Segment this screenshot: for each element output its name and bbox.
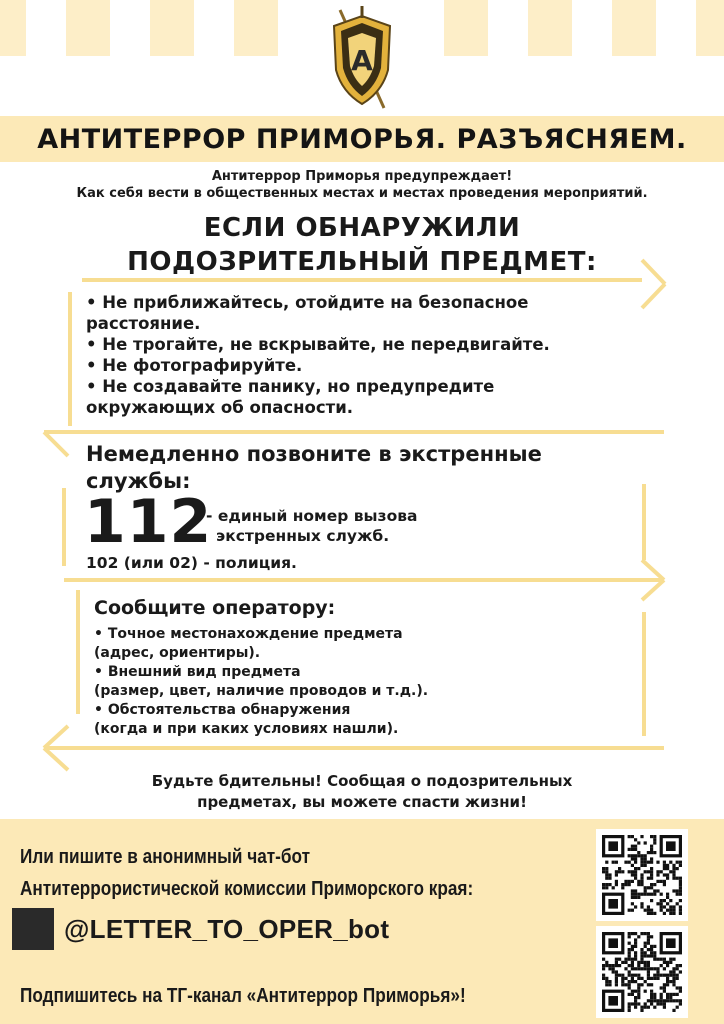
operator-line: (адрес, ориентиры).	[94, 645, 261, 661]
operator-line: • Обстоятельства обнаружения	[94, 702, 351, 718]
vigilance-line-1: Будьте бдительны! Сообщая о подозрительных	[151, 772, 573, 790]
call-line-2: службы:	[86, 469, 191, 493]
chatbot-intro-line-2: Антитеррористической комиссии Приморского края:	[20, 878, 474, 900]
call-line-1: Немедленно позвоните в экстренные	[86, 442, 542, 466]
qr-code-bot[interactable]	[596, 829, 688, 921]
rule-line: окружающих об опасности.	[86, 398, 354, 417]
heading-line-1: ЕСЛИ ОБНАРУЖИЛИ	[203, 213, 521, 243]
operator-line: • Внешний вид предмета	[94, 664, 301, 680]
title-banner	[0, 116, 724, 162]
rule-line: расстояние.	[86, 314, 201, 333]
operator-line: (размер, цвет, наличие проводов и т.д.).	[94, 683, 429, 699]
stripe	[150, 0, 194, 56]
telegram-icon	[12, 908, 54, 950]
rule-line: • Не фотографируйте.	[86, 356, 303, 375]
vigilance-line-2: предметах, вы можете спасти жизни!	[197, 793, 527, 811]
stripe	[612, 0, 656, 56]
emergency-number: 112	[84, 487, 213, 557]
shield-emblem-icon	[324, 4, 400, 112]
rule-line: • Не приближайтесь, отойдите на безопасное	[86, 293, 529, 312]
stripe	[696, 0, 724, 56]
chatbot-intro-line-1: Или пишите в анонимный чат-бот	[20, 846, 311, 868]
police-number: 102 (или 02) - полиция.	[86, 554, 297, 572]
operator-heading: Сообщите оператору:	[94, 597, 336, 619]
stripe	[66, 0, 110, 56]
heading-line-2: ПОДОЗРИТЕЛЬНЫЙ ПРЕДМЕТ:	[127, 247, 597, 277]
stripe	[0, 0, 26, 56]
operator-line: (когда и при каких условиях нашли).	[94, 721, 399, 737]
qr-code-icon	[602, 932, 682, 1012]
emergency-number-description	[206, 506, 417, 546]
qr-code-icon	[602, 835, 682, 915]
subtitle-line-1: Антитеррор Приморья предупреждает!	[211, 169, 513, 184]
number-desc-line-1: - единый номер вызова	[206, 507, 418, 525]
subscribe-text: Подпишитесь на ТГ-канал «Антитеррор Приморья»!	[20, 985, 466, 1007]
page-title: АНТИТЕРРОР ПРИМОРЬЯ. РАЗЪЯСНЯЕМ.	[37, 123, 687, 155]
stripe	[444, 0, 488, 56]
rule-line: • Не трогайте, не вскрывайте, не передвигайте.	[86, 335, 550, 354]
qr-code-channel[interactable]	[596, 926, 688, 1018]
stripe	[528, 0, 572, 56]
rule-line: • Не создавайте панику, но предупредите	[86, 377, 495, 396]
number-desc-line-2: экстренных служб.	[216, 527, 390, 545]
emblem-letter: A	[351, 44, 373, 77]
subtitle-line-2: Как себя вести в общественных местах и местах проведения мероприятий.	[76, 186, 648, 201]
operator-line: • Точное местонахождение предмета	[94, 626, 403, 642]
stripe	[234, 0, 278, 56]
bot-handle-link[interactable]: @LETTER_TO_OPER_bot	[64, 914, 390, 944]
